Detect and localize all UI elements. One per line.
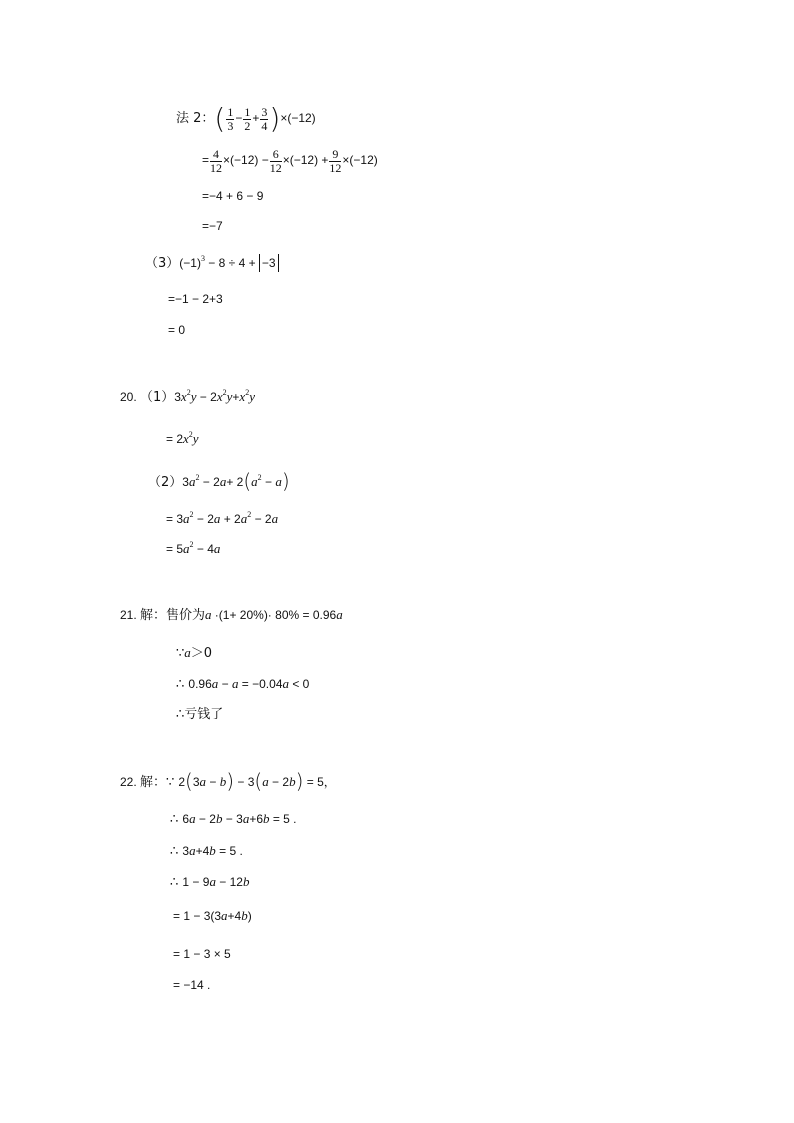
method2-label: 法 2： (176, 111, 215, 126)
question-number: 22. (120, 775, 137, 789)
therefore-symbol: ∴ (170, 875, 183, 890)
q20-part1-step1: = $2x^2y$ (166, 430, 199, 446)
q20-part2-step2: = $5a^2 - 4a$ (166, 540, 221, 556)
q19-part3: $(3)(-1)^3 - 8 \div 4 + -3$ (145, 253, 279, 274)
fraction: $\frac{9}{12}$ (329, 146, 342, 175)
absolute-value: −3 (259, 254, 279, 272)
q22-step5: = 1 − 3 × 5 (173, 947, 231, 961)
fraction: $\frac{6}{12}$ (269, 146, 282, 175)
q21-therefore2: ∴亏钱了 (176, 707, 224, 722)
fraction: $\frac{4}{12}$ (210, 146, 223, 175)
fraction: $\frac{3}{4}$ (261, 104, 268, 133)
q22-step2: ∴ 3a+4b = 5 . (170, 843, 243, 859)
fraction: $\frac{1}{3}$ (227, 104, 234, 133)
q20-part2: $(2)3a^2 - 2a+ 2(a^2 - a)$ (148, 469, 290, 493)
q19-step3: =−7 (202, 219, 223, 233)
q22-step6: = −14 . (173, 978, 211, 992)
q19-method2-line: 法 2：( $\frac{1}{3}$ − $\frac{1}{2}$ + $\frac{3}{4}$ )×(−12) (176, 102, 316, 136)
q19-step1: = $\frac{4}{12}$ ×(−12) − $\frac{6}{12}$ ×(−12) + $\frac{9}{12}$ ×(−12) (202, 146, 378, 175)
question-number: 20. (120, 390, 137, 404)
because-symbol: ∵ (176, 646, 185, 661)
therefore-symbol: ∴ (176, 677, 189, 692)
question-number: 21. (120, 608, 137, 622)
q22-step4: = 1 − 3(3a+4b) (173, 908, 252, 923)
q22-header: 22. 解：∵ 2(3a − b) − 3(a − 2b) = 5， (120, 769, 336, 793)
q22-step3: ∴ 1 − 9a − 12b (170, 874, 250, 890)
q22-step1: ∴ 6a − 2b − 3a+6b = 5 . (170, 811, 297, 827)
q21-therefore1: ∴ 0.96a − a = −0.04a < 0 (176, 676, 310, 692)
q20-part1: 20. $(1)3x^2y - 2x^2y+x^2y$ (120, 388, 255, 405)
q21-header: 21. 解：售价为a ·(1+ 20%)· 80% = 0.96a (120, 607, 343, 623)
q20-part2-step1: = $3a^2 - 2a + 2a^2 - 2a$ (166, 510, 279, 526)
q19-part3-step2: = 0 (168, 323, 186, 337)
q19-step2: =−4 + 6 − 9 (202, 189, 264, 203)
fraction: $\frac{1}{2}$ (244, 104, 251, 133)
therefore-symbol: ∴ (170, 812, 183, 827)
because-symbol: ∵ (165, 775, 179, 790)
therefore-symbol: ∴ (170, 844, 183, 859)
q21-because: ∵a＞0 (176, 645, 213, 661)
q19-part3-step1: =−1 − 2+3 (168, 292, 223, 306)
